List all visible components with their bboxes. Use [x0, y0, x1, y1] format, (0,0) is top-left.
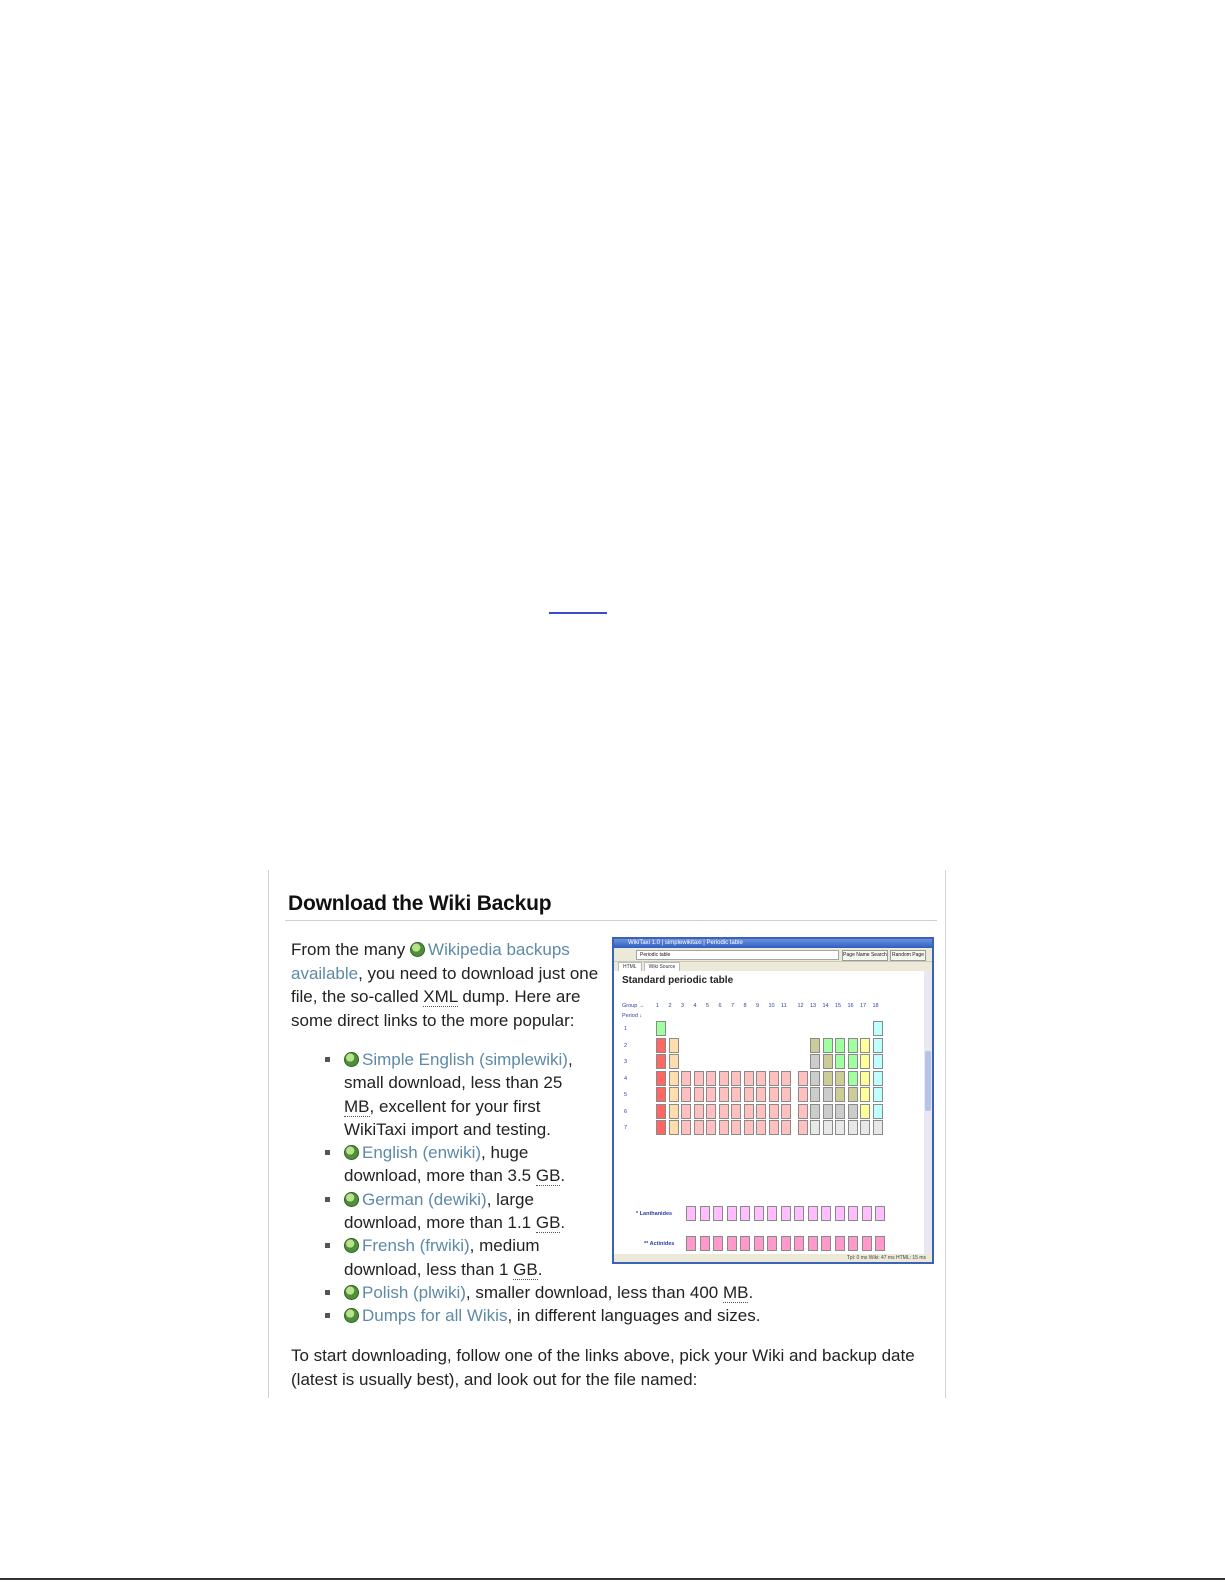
globe-icon	[344, 1238, 359, 1253]
intro-text: , you need to download just one file, the so-called	[291, 963, 599, 1006]
element-cell	[656, 1104, 666, 1119]
period-number: 6	[624, 1108, 628, 1115]
toolbar	[614, 948, 932, 962]
element-cell	[781, 1071, 791, 1086]
group-label: Group →	[622, 1003, 645, 1009]
element-cell	[656, 1021, 666, 1036]
item-text: , in different languages and sizes.	[507, 1306, 761, 1326]
download-link-all-wikis[interactable]: Dumps for all Wikis	[362, 1306, 508, 1326]
item-text: , huge download, more than 3.5	[344, 1143, 536, 1186]
element-cell	[656, 1087, 666, 1102]
element-cell	[731, 1120, 741, 1135]
element-cell	[656, 1038, 666, 1053]
element-cell	[798, 1104, 808, 1119]
item-text: , medium download, less than 1	[344, 1236, 540, 1279]
element-cell	[835, 1120, 845, 1135]
element-cell	[656, 1071, 666, 1086]
download-link-simplewiki[interactable]: Simple English (simplewiki)	[362, 1050, 568, 1069]
group-number: 14	[822, 1003, 829, 1009]
period-label: Period ↓	[622, 1013, 643, 1019]
scrollbar-thumb[interactable]	[925, 1051, 931, 1111]
element-cell	[794, 1236, 804, 1251]
group-number: 7	[731, 1003, 735, 1009]
element-cell	[848, 1206, 858, 1221]
item-text: .	[748, 1282, 754, 1302]
element-cell	[744, 1087, 754, 1102]
element-cell	[810, 1054, 820, 1069]
globe-icon	[344, 1285, 359, 1300]
intro-text: dump. Here are some direct links to the more popular:	[291, 987, 581, 1030]
heading-divider	[285, 920, 937, 921]
element-cell	[823, 1120, 833, 1135]
group-number: 16	[847, 1003, 854, 1009]
element-cell	[719, 1104, 729, 1119]
element-cell	[860, 1104, 870, 1119]
element-cell	[694, 1104, 704, 1119]
item-text: .	[560, 1166, 566, 1186]
element-cell	[873, 1071, 883, 1086]
closing-paragraph: To start downloading, follow one of the links above, pick your Wiki and backup date (latest is usually best), and look out for the file named:	[291, 1346, 915, 1389]
item-text: .	[537, 1259, 543, 1279]
intro-text: From the many	[291, 940, 411, 959]
period-number: 1	[624, 1026, 628, 1032]
element-cell	[656, 1120, 666, 1135]
link-underline-fragment[interactable]	[549, 612, 607, 614]
element-cell	[860, 1071, 870, 1086]
element-cell	[823, 1104, 833, 1119]
element-cell	[875, 1206, 885, 1221]
element-cell	[754, 1236, 764, 1251]
element-cell	[835, 1087, 845, 1102]
element-cell	[848, 1038, 858, 1053]
element-cell	[719, 1087, 729, 1102]
element-cell	[821, 1206, 831, 1221]
address-input[interactable]: Periodic table	[636, 950, 839, 960]
element-cell	[769, 1087, 779, 1102]
item-text: .	[560, 1213, 566, 1233]
random-page-button[interactable]: Random Page	[890, 950, 926, 961]
element-cell	[669, 1087, 679, 1102]
element-cell	[810, 1038, 820, 1053]
element-cell	[706, 1104, 716, 1119]
unit-abbr: GB	[513, 1259, 538, 1279]
element-cell	[781, 1104, 791, 1119]
element-cell	[769, 1120, 779, 1135]
element-cell	[756, 1120, 766, 1135]
download-link-frwiki[interactable]: Frensh (frwiki)	[362, 1236, 470, 1256]
element-cell	[713, 1206, 723, 1221]
element-cell	[756, 1071, 766, 1086]
element-cell	[756, 1104, 766, 1119]
group-number: 1	[656, 1003, 660, 1009]
element-cell	[669, 1120, 679, 1135]
element-cell	[681, 1087, 691, 1102]
group-number: 8	[743, 1003, 747, 1009]
unit-abbr: MB	[722, 1282, 749, 1302]
element-cell	[719, 1071, 729, 1086]
element-cell	[808, 1206, 818, 1221]
element-cell	[848, 1071, 858, 1086]
element-cell	[860, 1120, 870, 1135]
item-text: , small download, less than 25	[344, 1050, 573, 1093]
list-item	[321, 1304, 760, 1327]
element-cell	[835, 1038, 845, 1053]
group-number: 6	[718, 1003, 722, 1009]
group-number: 15	[835, 1003, 842, 1009]
window-title: WikiTaxi 1.0 | simplewikitaxi | Periodic table	[614, 939, 932, 948]
element-cell	[706, 1120, 716, 1135]
element-cell	[781, 1206, 791, 1221]
element-cell	[848, 1120, 858, 1135]
element-cell	[873, 1021, 883, 1036]
element-cell	[781, 1236, 791, 1251]
element-cell	[744, 1120, 754, 1135]
list-item	[321, 1141, 592, 1188]
globe-icon	[344, 1308, 359, 1323]
group-number: 12	[797, 1003, 804, 1009]
element-cell	[835, 1104, 845, 1119]
actinides-label: ** Actinides	[644, 1241, 675, 1247]
element-cell	[669, 1054, 679, 1069]
period-number: 4	[624, 1075, 628, 1082]
element-cell	[781, 1087, 791, 1102]
element-cell	[669, 1104, 679, 1119]
group-number: 11	[781, 1003, 787, 1009]
element-cell	[862, 1206, 872, 1221]
period-number: 5	[624, 1092, 628, 1098]
group-number: 9	[756, 1003, 760, 1009]
element-cell	[706, 1071, 716, 1086]
globe-icon	[344, 1052, 359, 1067]
element-cell	[810, 1087, 820, 1102]
element-cell	[823, 1038, 833, 1053]
scrollbar[interactable]	[924, 971, 932, 1254]
element-cell	[848, 1054, 858, 1069]
download-link-dewiki[interactable]: German (dewiki)	[362, 1189, 487, 1209]
element-cell	[769, 1104, 779, 1119]
view-tabs	[614, 962, 932, 971]
element-cell	[823, 1087, 833, 1102]
element-cell	[835, 1206, 845, 1221]
download-link-plwiki[interactable]: Polish (plwiki)	[362, 1282, 466, 1302]
section-heading: Download the Wiki Backup	[288, 892, 552, 915]
list-item	[321, 1048, 592, 1141]
tab-html[interactable]: HTML	[618, 962, 642, 972]
status-bar: Tpl: 0 ms Wiki: 47 ms HTML: 15 ms	[614, 1254, 932, 1262]
article-screenshot	[268, 870, 946, 1398]
element-cell	[808, 1236, 818, 1251]
group-number: 4	[693, 1003, 697, 1009]
group-number: 13	[810, 1003, 817, 1009]
group-number: 10	[768, 1003, 775, 1009]
element-cell	[669, 1071, 679, 1086]
element-cell	[873, 1054, 883, 1069]
element-cell	[681, 1071, 691, 1086]
item-text: , excellent for your first WikiTaxi import and testing.	[344, 1096, 551, 1139]
xml-abbr: XML	[423, 987, 458, 1006]
intro-paragraph	[291, 938, 611, 1032]
element-cell	[744, 1071, 754, 1086]
element-cell	[781, 1120, 791, 1135]
globe-icon	[344, 1192, 359, 1207]
element-cell	[810, 1104, 820, 1119]
element-cell	[848, 1104, 858, 1119]
element-cell	[823, 1071, 833, 1086]
group-number: 5	[706, 1003, 710, 1009]
tab-wiki-source[interactable]: Wiki Source	[644, 962, 681, 972]
element-cell	[727, 1236, 737, 1251]
wikipedia-backups-link[interactable]: Wikipedia backups available	[291, 940, 570, 983]
element-cell	[823, 1054, 833, 1069]
item-text: , large download, more than 1.1	[344, 1189, 536, 1233]
element-cell	[835, 1236, 845, 1251]
element-cell	[860, 1054, 870, 1069]
group-number: 2	[668, 1003, 672, 1009]
element-cell	[798, 1120, 808, 1135]
element-cell	[731, 1071, 741, 1086]
element-cell	[810, 1120, 820, 1135]
element-cell	[681, 1120, 691, 1135]
globe-icon	[410, 942, 425, 957]
element-cell	[798, 1087, 808, 1102]
element-cell	[798, 1071, 808, 1086]
element-cell	[694, 1087, 704, 1102]
unit-abbr: GB	[535, 1166, 561, 1186]
lanthanides-label: * Lanthanides	[636, 1211, 673, 1217]
element-cell	[669, 1038, 679, 1053]
element-cell	[848, 1236, 858, 1251]
list-item	[321, 1188, 592, 1235]
element-cell	[835, 1054, 845, 1069]
element-cell	[860, 1038, 870, 1053]
element-cell	[727, 1206, 737, 1221]
element-cell	[767, 1206, 777, 1221]
group-number: 3	[681, 1003, 685, 1009]
element-cell	[848, 1087, 858, 1102]
element-cell	[862, 1236, 872, 1251]
element-cell	[740, 1206, 750, 1221]
element-cell	[681, 1104, 691, 1119]
page-name-search-button[interactable]: Page Name Search	[842, 950, 888, 961]
element-cell	[731, 1104, 741, 1119]
element-cell	[860, 1087, 870, 1102]
element-cell	[694, 1071, 704, 1086]
element-cell	[873, 1087, 883, 1102]
element-cell	[686, 1206, 696, 1221]
element-cell	[756, 1087, 766, 1102]
list-item	[321, 1234, 592, 1281]
element-cell	[769, 1071, 779, 1086]
period-number: 2	[624, 1042, 628, 1049]
element-cell	[767, 1236, 777, 1251]
element-cell	[873, 1104, 883, 1119]
element-cell	[713, 1236, 723, 1251]
group-number: 18	[872, 1003, 879, 1009]
element-cell	[694, 1120, 704, 1135]
element-cell	[810, 1071, 820, 1086]
period-number: 7	[624, 1125, 628, 1131]
item-text: , smaller download, less than 400	[465, 1282, 723, 1302]
page-bottom-rule	[0, 1578, 1225, 1580]
group-number: 17	[860, 1003, 867, 1009]
element-cell	[700, 1206, 710, 1221]
element-cell	[754, 1206, 764, 1221]
element-cell	[700, 1236, 710, 1251]
element-cell	[875, 1236, 885, 1251]
element-cell	[706, 1087, 716, 1102]
periodic-table-page	[614, 971, 924, 1254]
element-cell	[719, 1120, 729, 1135]
unit-abbr: MB	[344, 1096, 370, 1116]
period-number: 3	[624, 1059, 628, 1065]
element-cell	[835, 1071, 845, 1086]
element-cell	[740, 1236, 750, 1251]
element-cell	[656, 1054, 666, 1069]
element-cell	[794, 1206, 804, 1221]
unit-abbr: GB	[535, 1213, 561, 1233]
element-cell	[731, 1087, 741, 1102]
download-link-enwiki[interactable]: English (enwiki)	[362, 1143, 482, 1163]
wikitaxi-window-screenshot	[612, 937, 934, 1264]
element-cell	[744, 1104, 754, 1119]
element-cell	[873, 1120, 883, 1135]
element-cell	[873, 1038, 883, 1053]
list-item	[321, 1281, 760, 1304]
globe-icon	[344, 1145, 359, 1160]
element-cell	[821, 1236, 831, 1251]
element-cell	[686, 1236, 696, 1251]
periodic-table-title: Standard periodic table	[622, 975, 734, 986]
